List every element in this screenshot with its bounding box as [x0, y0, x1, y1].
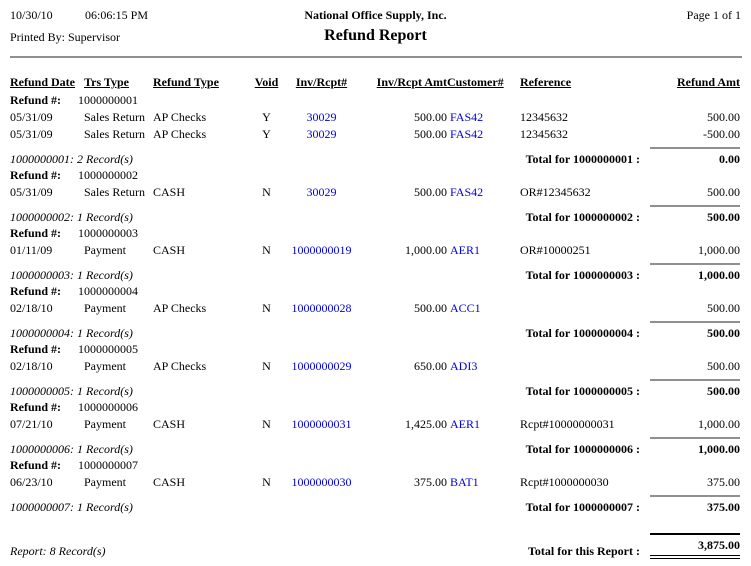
inv-rcpt-number-link[interactable]: 1000000031 [291, 417, 352, 431]
refund-detail-row [0, 126, 751, 143]
refund-group-header [0, 457, 751, 474]
page-indicator: Page 1 of 1 [686, 8, 741, 22]
refund-number-label: Refund #: [10, 168, 62, 182]
group-subtotal-row [0, 433, 751, 457]
group-subtotal-row [0, 143, 751, 167]
refund-number-value: 1000000006 [78, 400, 138, 414]
refund-group-header [0, 167, 751, 184]
col-void-header: Void [254, 75, 279, 89]
trs-type-cell: Payment [84, 243, 126, 257]
refund-group [0, 283, 751, 341]
void-cell: Y [262, 127, 271, 141]
refund-detail-row [0, 358, 751, 375]
printed-by: Printed By: Supervisor [10, 30, 120, 44]
refund-date-cell: 05/31/09 [10, 127, 53, 141]
refund-type-cell: CASH [153, 475, 186, 489]
refund-date-cell: 07/21/10 [10, 417, 53, 431]
col-customer-header: Customer# [447, 75, 504, 89]
report-title: Refund Report [324, 27, 427, 44]
col-refund-amt-header: Refund Amt [676, 75, 740, 89]
refund-detail-row [0, 242, 751, 259]
report-total-value: 3,875.00 [650, 533, 740, 559]
group-subtotal-row [0, 259, 751, 283]
refund-group-header [0, 283, 751, 300]
void-cell: N [262, 417, 271, 431]
group-record-count: 1000000005: 1 Record(s) [10, 384, 133, 398]
groups-container [0, 92, 751, 515]
refund-amt-cell: 1,000.00 [698, 243, 740, 257]
inv-rcpt-number-link[interactable]: 30029 [306, 185, 337, 199]
refund-type-cell: CASH [153, 243, 186, 257]
refund-number-label: Refund #: [10, 342, 62, 356]
refund-date-cell: 02/18/10 [10, 359, 53, 373]
reference-cell [518, 300, 650, 317]
inv-rcpt-number-link[interactable]: 1000000030 [291, 475, 352, 489]
refund-number-label: Refund #: [10, 458, 62, 472]
refund-amt-cell: 1,000.00 [698, 417, 740, 431]
refund-date-cell: 06/23/10 [10, 475, 53, 489]
customer-number-link[interactable]: ACC1 [450, 301, 481, 315]
inv-rcpt-amt-cell: 375.00 [414, 475, 447, 489]
trs-type-cell: Sales Return [84, 185, 145, 199]
refund-date-cell: 01/11/09 [10, 243, 53, 257]
void-cell: N [262, 301, 271, 315]
trs-type-cell: Sales Return [84, 110, 145, 124]
refund-number-label: Refund #: [10, 93, 62, 107]
void-cell: N [262, 243, 271, 257]
refund-group [0, 341, 751, 399]
refund-detail-row [0, 184, 751, 201]
inv-rcpt-number-link[interactable]: 30029 [306, 127, 337, 141]
refund-type-cell: AP Checks [153, 359, 207, 373]
customer-number-link[interactable]: FAS42 [450, 185, 484, 199]
refund-number-label: Refund #: [10, 226, 62, 240]
group-total-value: 1,000.00 [650, 263, 740, 283]
refund-amt-cell: 500.00 [707, 301, 740, 315]
inv-rcpt-amt-cell: 500.00 [414, 185, 447, 199]
group-total-label: Total for 1000000003 : [525, 268, 640, 282]
group-record-count: 1000000007: 1 Record(s) [10, 500, 133, 514]
refund-number-value: 1000000005 [78, 342, 138, 356]
reference-cell: 12345632 [520, 110, 568, 124]
group-subtotal-row [0, 317, 751, 341]
group-total-value: 500.00 [650, 379, 740, 399]
refund-number-value: 1000000004 [78, 284, 138, 298]
report-footer [0, 527, 751, 559]
refund-group-rows [0, 300, 751, 317]
inv-rcpt-amt-cell: 1,425.00 [405, 417, 447, 431]
col-trs-type-header: Trs Type [84, 75, 130, 89]
refund-amt-cell: -500.00 [703, 127, 740, 141]
trs-type-cell: Payment [84, 359, 126, 373]
customer-number-link[interactable]: AER1 [450, 417, 480, 431]
refund-group [0, 92, 751, 167]
col-inv-rcpt-header: Inv/Rcpt# [295, 75, 348, 89]
inv-rcpt-number-link[interactable]: 1000000029 [291, 359, 352, 373]
refund-group-rows [0, 242, 751, 259]
void-cell: N [262, 359, 271, 373]
refund-amt-cell: 500.00 [707, 185, 740, 199]
trs-type-cell: Payment [84, 475, 126, 489]
inv-rcpt-amt-cell: 1,000.00 [405, 243, 447, 257]
inv-rcpt-number-link[interactable]: 1000000019 [291, 243, 352, 257]
print-time: 06:06:15 PM [85, 8, 149, 22]
refund-type-cell: AP Checks [153, 110, 207, 124]
group-total-value: 500.00 [650, 321, 740, 341]
group-record-count: 1000000001: 2 Record(s) [10, 152, 133, 166]
group-total-label: Total for 1000000002 : [525, 210, 640, 224]
refund-group-rows [0, 416, 751, 433]
refund-number-value: 1000000003 [78, 226, 138, 240]
report-record-count: Report: 8 Record(s) [10, 544, 106, 558]
refund-number-value: 1000000007 [78, 458, 138, 472]
reference-cell: 12345632 [520, 127, 568, 141]
reference-cell: OR#10000251 [520, 243, 591, 257]
group-subtotal-row [0, 491, 751, 515]
customer-number-link[interactable]: FAS42 [450, 127, 484, 141]
reference-cell [518, 358, 650, 375]
col-inv-rcpt-amt-header: Inv/Rcpt Amt [376, 75, 447, 89]
group-total-label: Total for 1000000005 : [525, 384, 640, 398]
refund-group-rows [0, 109, 751, 143]
col-refund-date-header: Refund Date [10, 75, 75, 89]
refund-group-rows [0, 184, 751, 201]
refund-detail-row [0, 416, 751, 433]
refund-date-cell: 05/31/09 [10, 185, 53, 199]
group-total-label: Total for 1000000004 : [525, 326, 640, 340]
refund-number-value: 1000000002 [78, 168, 138, 182]
refund-group-header [0, 92, 751, 109]
refund-group-header [0, 399, 751, 416]
inv-rcpt-amt-cell: 500.00 [414, 110, 447, 124]
void-cell: N [262, 185, 271, 199]
refund-detail-row [0, 109, 751, 126]
group-total-value: 1,000.00 [650, 437, 740, 457]
group-total-label: Total for 1000000006 : [525, 442, 640, 456]
customer-number-link[interactable]: BAT1 [450, 475, 479, 489]
inv-rcpt-number-link[interactable]: 30029 [306, 110, 337, 124]
refund-group-header [0, 225, 751, 242]
refund-group-rows [0, 474, 751, 491]
inv-rcpt-amt-cell: 500.00 [414, 301, 447, 315]
group-record-count: 1000000002: 1 Record(s) [10, 210, 133, 224]
reference-cell: Rcpt#1000000030 [520, 475, 609, 489]
group-record-count: 1000000006: 1 Record(s) [10, 442, 133, 456]
reference-cell: Rcpt#10000000031 [520, 417, 615, 431]
print-date: 10/30/10 [10, 8, 53, 22]
refund-date-cell: 02/18/10 [10, 301, 53, 315]
refund-amt-cell: 500.00 [707, 359, 740, 373]
group-total-label: Total for 1000000007 : [525, 500, 640, 514]
group-total-value: 375.00 [650, 495, 740, 515]
refund-group-rows [0, 358, 751, 375]
group-total-value: 0.00 [650, 147, 740, 167]
trs-type-cell: Sales Return [84, 127, 145, 141]
group-total-value: 500.00 [650, 205, 740, 225]
group-subtotal-row [0, 201, 751, 225]
refund-type-cell: CASH [153, 417, 186, 431]
group-record-count: 1000000004: 1 Record(s) [10, 326, 133, 340]
refund-group [0, 457, 751, 515]
refund-amt-cell: 500.00 [707, 110, 740, 124]
customer-number-link[interactable]: AER1 [450, 243, 480, 257]
company-name: National Office Supply, Inc. [304, 8, 447, 22]
customer-number-link[interactable]: FAS42 [450, 110, 484, 124]
report-header [0, 0, 751, 66]
refund-type-cell: AP Checks [153, 127, 207, 141]
inv-rcpt-number-link[interactable]: 1000000028 [291, 301, 352, 315]
refund-amt-cell: 375.00 [707, 475, 740, 489]
refund-group-header [0, 341, 751, 358]
refund-number-label: Refund #: [10, 400, 62, 414]
refund-group [0, 399, 751, 457]
header-divider [10, 56, 742, 58]
refund-type-cell: AP Checks [153, 301, 207, 315]
void-cell: N [262, 475, 271, 489]
refund-type-cell: CASH [153, 185, 186, 199]
reference-cell: OR#12345632 [520, 185, 591, 199]
column-header-row [0, 66, 751, 92]
group-total-label: Total for 1000000001 : [525, 152, 640, 166]
refund-group [0, 167, 751, 225]
group-record-count: 1000000003: 1 Record(s) [10, 268, 133, 282]
trs-type-cell: Payment [84, 301, 126, 315]
col-reference-header: Reference [520, 75, 572, 89]
inv-rcpt-amt-cell: 500.00 [414, 127, 447, 141]
trs-type-cell: Payment [84, 417, 126, 431]
inv-rcpt-amt-cell: 650.00 [414, 359, 447, 373]
group-subtotal-row [0, 375, 751, 399]
refund-detail-row [0, 474, 751, 491]
refund-detail-row [0, 300, 751, 317]
refund-date-cell: 05/31/09 [10, 110, 53, 124]
col-refund-type-header: Refund Type [153, 75, 219, 89]
customer-number-link[interactable]: ADI3 [450, 359, 478, 373]
refund-group [0, 225, 751, 283]
refund-number-label: Refund #: [10, 284, 62, 298]
report-total-label: Total for this Report : [528, 544, 640, 558]
void-cell: Y [262, 110, 271, 124]
refund-number-value: 1000000001 [78, 93, 138, 107]
